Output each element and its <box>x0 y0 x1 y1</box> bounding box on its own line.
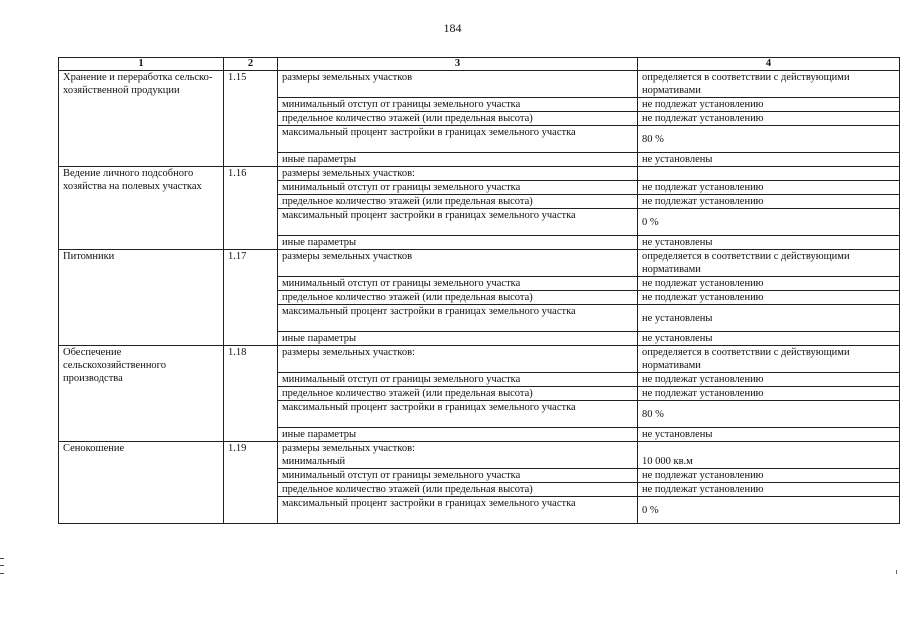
param-name: предельное количество этажей (или предельная высота) <box>278 195 638 209</box>
use-type-name: Питомники <box>59 250 224 346</box>
param-name: иные параметры <box>278 153 638 167</box>
page-number: 184 <box>443 21 462 35</box>
table-row <box>59 71 900 98</box>
use-type-code: 1.18 <box>224 346 278 442</box>
param-name: предельное количество этажей (или предельная высота) <box>278 112 638 126</box>
header-row <box>59 58 900 71</box>
param-value: не подлежат установлению <box>638 373 900 387</box>
param-value: не подлежат установлению <box>638 98 900 112</box>
param-name: размеры земельных участков <box>278 250 638 277</box>
param-value <box>638 167 900 181</box>
param-value: не подлежат установлению <box>638 112 900 126</box>
param-name: иные параметры <box>278 428 638 442</box>
param-name: размеры земельных участков: минимальный <box>278 442 638 469</box>
param-value: не подлежат установлению <box>638 181 900 195</box>
use-type-code: 1.17 <box>224 250 278 346</box>
use-type-code: 1.15 <box>224 71 278 167</box>
param-name: максимальный процент застройки в границах земельного участка <box>278 497 638 524</box>
param-name: размеры земельных участков: <box>278 346 638 373</box>
param-name: минимальный отступ от границы земельного участка <box>278 373 638 387</box>
land-use-table <box>58 57 900 524</box>
param-name: минимальный отступ от границы земельного участка <box>278 181 638 195</box>
use-type-code: 1.19 <box>224 442 278 524</box>
param-value: определяется в соответствии с действующими нормативами <box>638 250 900 277</box>
param-value: не установлены <box>638 236 900 250</box>
param-value: не подлежат установлению <box>638 469 900 483</box>
param-name: предельное количество этажей (или предельная высота) <box>278 387 638 401</box>
param-value: не установлены <box>638 428 900 442</box>
use-type-name: Ведение личного подсобного хозяйства на полевых участках <box>59 167 224 250</box>
col-header-2: 2 <box>224 58 278 71</box>
table-row <box>59 250 900 277</box>
param-name: максимальный процент застройки в границах земельного участка <box>278 209 638 236</box>
scan-edge-tick <box>896 570 897 574</box>
use-type-name: Обеспечение сельскохозяйственного производства <box>59 346 224 442</box>
param-value: не подлежат установлению <box>638 195 900 209</box>
use-type-name: Сенокошение <box>59 442 224 524</box>
param-value: 80 % <box>638 401 900 428</box>
param-name: минимальный отступ от границы земельного участка <box>278 277 638 291</box>
param-value: не подлежат установлению <box>638 277 900 291</box>
param-name: предельное количество этажей (или предельная высота) <box>278 291 638 305</box>
param-value: не установлены <box>638 153 900 167</box>
param-value: не подлежат установлению <box>638 387 900 401</box>
param-name: максимальный процент застройки в границах земельного участка <box>278 126 638 153</box>
table-row <box>59 346 900 373</box>
param-name: иные параметры <box>278 236 638 250</box>
col-header-4: 4 <box>638 58 900 71</box>
table-row <box>59 442 900 469</box>
param-value: 10 000 кв.м <box>638 442 900 469</box>
param-name: предельное количество этажей (или предельная высота) <box>278 483 638 497</box>
param-name: размеры земельных участков: <box>278 167 638 181</box>
param-value: 80 % <box>638 126 900 153</box>
param-value: не установлены <box>638 332 900 346</box>
param-value: 0 % <box>638 497 900 524</box>
binding-edge-mark <box>0 558 4 574</box>
col-header-1: 1 <box>59 58 224 71</box>
param-name: иные параметры <box>278 332 638 346</box>
param-name: минимальный отступ от границы земельного участка <box>278 469 638 483</box>
col-header-3: 3 <box>278 58 638 71</box>
use-type-code: 1.16 <box>224 167 278 250</box>
param-value: определяется в соответствии с действующими нормативами <box>638 71 900 98</box>
table-row <box>59 167 900 181</box>
param-value: не подлежат установлению <box>638 483 900 497</box>
param-value: не установлены <box>638 305 900 332</box>
param-name: максимальный процент застройки в границах земельного участка <box>278 305 638 332</box>
use-type-name: Хранение и переработка сельско-хозяйственной продукции <box>59 71 224 167</box>
param-name: максимальный процент застройки в границах земельного участка <box>278 401 638 428</box>
param-value: 0 % <box>638 209 900 236</box>
param-value: не подлежат установлению <box>638 291 900 305</box>
param-name: размеры земельных участков <box>278 71 638 98</box>
param-value: определяется в соответствии с действующими нормативами <box>638 346 900 373</box>
param-name: минимальный отступ от границы земельного участка <box>278 98 638 112</box>
